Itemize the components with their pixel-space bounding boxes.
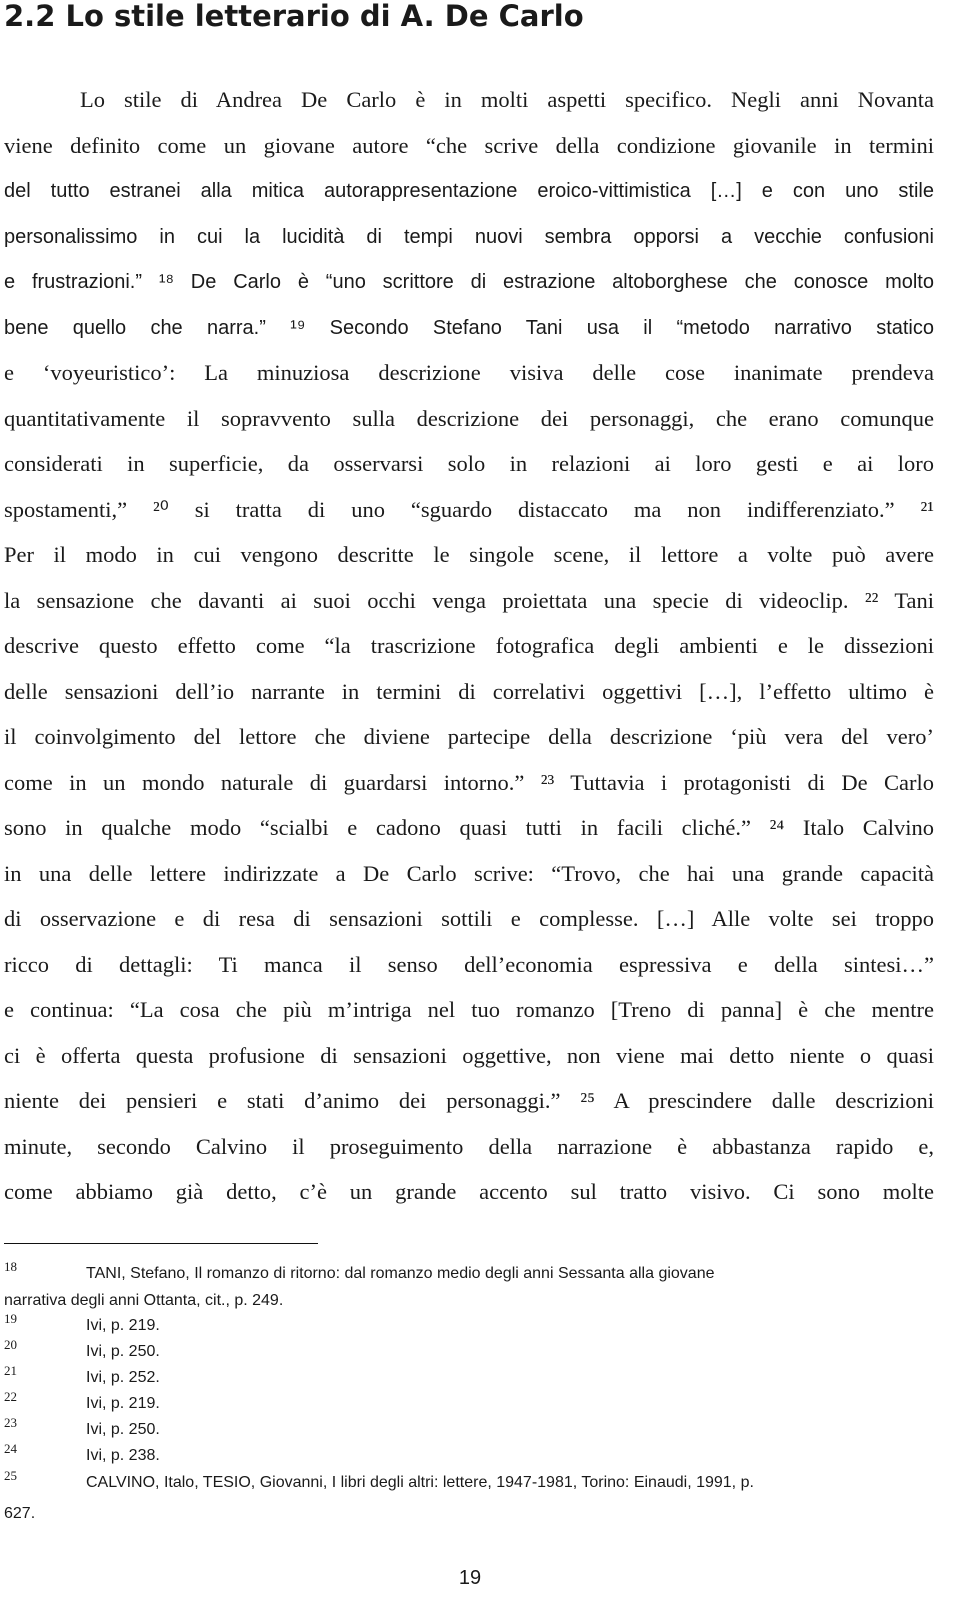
body-line: descrive questo effetto come “la trascrizione fotografica degli ambienti e le dissezioni bbox=[4, 633, 934, 658]
footnote-continuation bbox=[4, 1502, 934, 1526]
footnote-text: Ivi, p. 252. bbox=[86, 1369, 160, 1386]
body-line: e ‘voyeuristico’: La minuziosa descrizione visiva delle cose inanimate prendeva bbox=[4, 360, 934, 385]
body-line: come in un mondo naturale di guardarsi intorno.” ²³ Tuttavia i protagonisti di De Carlo bbox=[4, 770, 934, 795]
footnote-text: 627. bbox=[4, 1505, 36, 1522]
body-line: in una delle lettere indirizzate a De Carlo scrive: “Trovo, che hai una grande capacità bbox=[4, 861, 934, 886]
body-line: personalissimo in cui la lucidità di tempi nuovi sembra opporsi a vecchie confusioni bbox=[4, 226, 934, 248]
footnote: 21 Ivi, p. 252. bbox=[4, 1363, 160, 1386]
footnote-text: Ivi, p. 219. bbox=[86, 1317, 160, 1334]
footnote: 18 TANI, Stefano, Il romanzo di ritorno: dal romanzo medio degli anni Sessanta alla giovane bbox=[4, 1259, 715, 1282]
footnote-text: narrativa degli anni Ottanta, cit., p. 249. bbox=[4, 1292, 284, 1309]
body-line: la sensazione che davanti ai suoi occhi venga proiettata una specie di videoclip. ²² Tani bbox=[4, 588, 934, 613]
section-heading: 2.2 Lo stile letterario di A. De Carlo bbox=[4, 0, 584, 33]
footnote: 19 Ivi, p. 219. bbox=[4, 1311, 160, 1334]
body-line: il coinvolgimento del lettore che diviene partecipe della descrizione ‘più vera del vero’ bbox=[4, 724, 934, 749]
body-line: del tutto estranei alla mitica autorappresentazione eroico-vittimistica […] e con uno stile bbox=[4, 180, 934, 202]
body-line: e frustrazioni.” ¹⁸ De Carlo è “uno scrittore di estrazione altoborghese che conosce molto bbox=[4, 271, 934, 293]
footnote-separator bbox=[4, 1243, 318, 1244]
body-line: minute, secondo Calvino il proseguimento della narrazione è abbastanza rapido e, bbox=[4, 1134, 934, 1159]
footnote: 20 Ivi, p. 250. bbox=[4, 1337, 160, 1360]
body-line: considerati in superficie, da osservarsi solo in relazioni ai loro gesti e ai loro bbox=[4, 451, 934, 476]
body-line: spostamenti,” ²⁰ si tratta di uno “sguardo distaccato ma non indifferenziato.” ²¹ bbox=[4, 497, 934, 522]
body-line: Per il modo in cui vengono descritte le singole scene, il lettore a volte può avere bbox=[4, 542, 934, 567]
body-line: bene quello che narra.” ¹⁹ Secondo Stefano Tani usa il “metodo narrativo statico bbox=[4, 317, 934, 339]
footnote: 22 Ivi, p. 219. bbox=[4, 1389, 160, 1412]
footnote: 25 CALVINO, Italo, TESIO, Giovanni, I libri degli altri: lettere, 1947-1981, Torino: Einaudi, 1991, p. bbox=[4, 1468, 754, 1491]
footnote-text: Ivi, p. 250. bbox=[86, 1421, 160, 1438]
body-line: ci è offerta questa profusione di sensazioni oggettive, non viene mai detto niente o quasi bbox=[4, 1043, 934, 1068]
body-line: sono in qualche modo “scialbi e cadono quasi tutti in facili cliché.” ²⁴ Italo Calvino bbox=[4, 815, 934, 840]
footnote-text: Ivi, p. 250. bbox=[86, 1343, 160, 1360]
footnote-text: Ivi, p. 238. bbox=[86, 1447, 160, 1464]
footnote: 24 Ivi, p. 238. bbox=[4, 1441, 160, 1464]
body-line: viene definito come un giovane autore “che scrive della condizione giovanile in termini bbox=[4, 133, 934, 158]
footnote-text: Ivi, p. 219. bbox=[86, 1395, 160, 1412]
body-line: quantitativamente il sopravvento sulla descrizione dei personaggi, che erano comunque bbox=[4, 406, 934, 431]
body-line: di osservazione e di resa di sensazioni sottili e complesse. […] Alle volte sei troppo bbox=[4, 906, 934, 931]
body-line: Lo stile di Andrea De Carlo è in molti aspetti specifico. Negli anni Novanta bbox=[80, 87, 934, 112]
footnote-text: CALVINO, Italo, TESIO, Giovanni, I libri degli altri: lettere, 1947-1981, Torino: Einaudi, 1991, p. bbox=[86, 1474, 754, 1491]
page-number: 19 bbox=[458, 1567, 482, 1589]
footnote: 23 Ivi, p. 250. bbox=[4, 1415, 160, 1438]
footnote-text: TANI, Stefano, Il romanzo di ritorno: dal romanzo medio degli anni Sessanta alla giovane bbox=[86, 1265, 715, 1282]
footnote-continuation bbox=[4, 1289, 934, 1313]
body-line: come abbiamo già detto, c’è un grande accento sul tratto visivo. Ci sono molte bbox=[4, 1179, 934, 1204]
body-line: niente dei pensieri e stati d’animo dei personaggi.” ²⁵ A prescindere dalle descrizioni bbox=[4, 1088, 934, 1113]
body-line: e continua: “La cosa che più m’intriga nel tuo romanzo [Treno di panna] è che mentre bbox=[4, 997, 934, 1022]
body-line: delle sensazioni dell’io narrante in termini di correlativi oggettivi […], l’effetto ultimo è bbox=[4, 679, 934, 704]
body-line: ricco di dettagli: Ti manca il senso dell’economia espressiva e della sintesi…” bbox=[4, 952, 934, 977]
